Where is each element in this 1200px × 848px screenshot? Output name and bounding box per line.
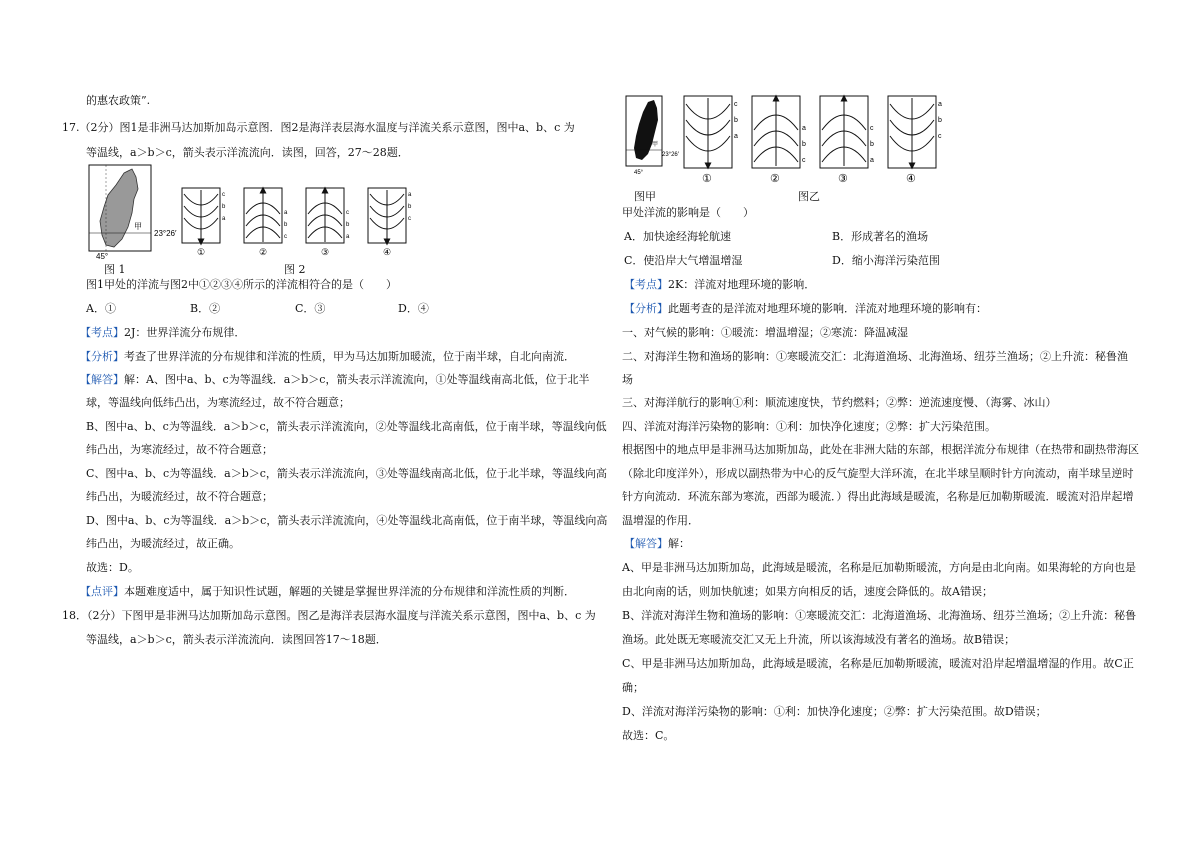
jieda-line: C、图中a、b、c为等温线．a＞b＞c，箭头表示洋流流向，③处等温线南高北低，位于北半球，等温线向高 xyxy=(86,467,607,480)
jieda-line: 故选：D。 xyxy=(86,561,139,574)
jieda-line: 球，等温线向低纬凸出，为寒流经过，故不符合题意； xyxy=(86,396,350,409)
diagram-4 xyxy=(368,188,412,257)
jieda-line: D、图中a、b、c为等温线．a＞b＞c，箭头表示洋流流向，④处等温线北高南低，位于南半球，等温线向高 xyxy=(86,514,608,527)
figure-yi-caption: 图乙 xyxy=(798,191,820,203)
jieda-row xyxy=(624,537,690,551)
option-b: B．② xyxy=(190,302,221,315)
diagram-number-1: ① xyxy=(702,173,712,185)
option-c: C．③ xyxy=(295,302,326,315)
option-a: A．① xyxy=(86,302,116,315)
diagram-number-4: ④ xyxy=(383,247,392,257)
svg-text:a: a xyxy=(734,133,738,140)
svg-text:b: b xyxy=(938,117,942,124)
figure1-caption: 图 1 xyxy=(104,263,126,276)
diagram-number-2: ② xyxy=(770,173,780,185)
jieda-line: 故选：C。 xyxy=(622,729,675,742)
carryover-line: 的惠农政策”. xyxy=(86,94,151,107)
svg-text:c: c xyxy=(284,234,287,240)
jieda-line: 确； xyxy=(622,681,644,694)
svg-text:b: b xyxy=(802,141,806,148)
svg-text:c: c xyxy=(408,216,411,222)
svg-text:b: b xyxy=(870,141,874,148)
option-d: D．缩小海洋污染范围 xyxy=(832,254,940,267)
kaodian-tag: 【考点】 xyxy=(624,278,668,291)
svg-text:a: a xyxy=(408,192,412,198)
kaodian-text: 2J：世界洋流分布规律． xyxy=(124,326,246,339)
svg-text:c: c xyxy=(870,125,874,132)
q17-stem-line1: 17.（2分）图1是非洲马达加斯加岛示意图．图2是海洋表层海水温度与洋流关系示意图，图中a、b、c 为 xyxy=(62,121,575,134)
fenxi-line: 温增湿的作用． xyxy=(622,514,699,527)
svg-text:c: c xyxy=(938,133,942,140)
jieda-line: C、甲是非洲马达加斯加岛，此海域是暖流，名称是厄加勒斯暖流，暖流对沿岸起增温增湿的作用。故C正 xyxy=(622,657,1134,670)
svg-text:b: b xyxy=(408,204,412,210)
svg-text:a: a xyxy=(222,216,226,222)
svg-text:b: b xyxy=(734,117,738,124)
svg-text:a: a xyxy=(870,157,874,164)
fenxi-line: 三、对海洋航行的影响①利：顺流速度快，节约燃料；②弊：逆流速度慢、（海雾、冰山） xyxy=(622,396,1057,409)
kaodian-row xyxy=(624,278,815,292)
option-b: B．形成著名的渔场 xyxy=(832,230,929,243)
jieda-row xyxy=(80,373,589,387)
svg-text:a: a xyxy=(938,101,942,108)
jieda-line: D、洋流对海洋污染物的影响：①利：加快净化速度；②弊：扩大污染范围。故D错误； xyxy=(622,705,1047,718)
fenxi-line: 场 xyxy=(622,373,633,386)
fenxi-line: 四、洋流对海洋污染物的影响：①利：加快净化速度；②弊：扩大污染范围。 xyxy=(622,420,996,433)
dianping-text: 本题难度适中，属于知识性试题，解题的关键是掌握世界洋流的分布规律和洋流性质的判断． xyxy=(124,585,575,598)
fenxi-line: （除北印度洋外），形成以副热带为中心的反气旋型大洋环流，在北半球呈顺时针方向流动，南半球呈逆时 xyxy=(622,467,1134,480)
map-label-jia: 甲 xyxy=(134,222,142,231)
map-label-lon: 45° xyxy=(96,252,109,261)
diagram-2 xyxy=(244,188,288,257)
diagram-number-1: ① xyxy=(197,247,206,257)
figure-yi-isotherm-diagrams xyxy=(682,94,1012,186)
svg-text:a: a xyxy=(284,210,288,216)
q18-question: 甲处洋流的影响是（ ） xyxy=(622,206,754,219)
fenxi-text: 考查了世界洋流的分布规律和洋流的性质，甲为马达加斯加暖流，位于南半球，自北向南流． xyxy=(124,350,575,363)
jieda-line: 渔场。此处既无寒暖流交汇又无上升流，所以该海域没有著名的渔场。故B错误； xyxy=(622,633,1016,646)
diagram-number-4: ④ xyxy=(906,173,916,185)
figure2-isotherm-diagrams xyxy=(180,186,420,258)
fenxi-line: 针方向流动．环流东部为寒流，西部为暖流．）得出此海域是暖流，名称是厄加勒斯暖流．暖流对沿岸起增 xyxy=(622,490,1134,503)
figure2-caption: 图 2 xyxy=(284,263,306,276)
fenxi-text: 此题考查的是洋流对地理环境的影响．洋流对地理环境的影响有： xyxy=(668,302,987,315)
diagram-number-3: ③ xyxy=(321,247,330,257)
q18-stem-line1: 18．（2分）下图甲是非洲马达加斯加岛示意图。图乙是海洋表层海水温度与洋流关系示意图，图中a、b、c 为 xyxy=(62,609,596,622)
jieda-line: 纬凸出，为暖流经过，故不符合题意； xyxy=(86,490,273,503)
jieda-tag: 【解答】 xyxy=(624,537,668,550)
figure1-madagascar-map xyxy=(86,163,186,263)
fenxi-row xyxy=(80,350,575,364)
fenxi-line: 一、对气候的影响：①暖流：增温增湿；②寒流：降温减湿 xyxy=(622,326,908,339)
fenxi-tag: 【分析】 xyxy=(80,350,124,363)
diagram-1 xyxy=(182,188,226,257)
diagram-2 xyxy=(752,96,806,185)
svg-text:b: b xyxy=(284,222,288,228)
svg-text:b: b xyxy=(346,222,350,228)
jieda-line: 纬凸出，为暖流经过，故正确。 xyxy=(86,537,240,550)
map-label-lon: 45° xyxy=(634,170,644,176)
jieda-line: 由北向南的话，则加快航速；如果方向相反的话，速度会降低的。故A错误； xyxy=(622,585,993,598)
diagram-number-2: ② xyxy=(259,247,268,257)
dianping-tag: 【点评】 xyxy=(80,585,124,598)
svg-text:c: c xyxy=(802,157,806,164)
diagram-3 xyxy=(820,96,874,185)
map-label-jia: 甲 xyxy=(652,142,659,148)
option-d: D．④ xyxy=(398,302,429,315)
jieda-line: 纬凸出，为寒流经过，故不符合题意； xyxy=(86,443,273,456)
fenxi-row xyxy=(624,302,987,316)
svg-text:c: c xyxy=(346,210,349,216)
jieda-line: B、图中a、b、c为等温线．a＞b＞c，箭头表示洋流流向，②处等温线北高南低，位于南半球，等温线向低 xyxy=(86,420,607,433)
fenxi-tag: 【分析】 xyxy=(624,302,668,315)
svg-text:a: a xyxy=(346,234,350,240)
diagram-3 xyxy=(306,188,350,257)
fenxi-line: 二、对海洋生物和渔场的影响：①寒暖流交汇：北海道渔场、北海渔场、纽芬兰渔场；②上升流：秘鲁渔 xyxy=(622,350,1128,363)
q18-stem-line2: 等温线，a＞b＞c，箭头表示洋流流向．读图回答17～18题． xyxy=(86,633,387,646)
option-a: A．加快途经海轮航速 xyxy=(624,230,731,243)
diagram-number-3: ③ xyxy=(838,173,848,185)
fenxi-line: 根据图中的地点甲是非洲马达加斯加岛，此处在非洲大陆的东部，根据洋流分布规律（在热带和副热带海区 xyxy=(622,443,1139,456)
kaodian-text: 2K：洋流对地理环境的影响． xyxy=(668,278,816,291)
kaodian-row xyxy=(80,326,245,340)
jieda-line: 解：A、图中a、b、c为等温线．a＞b＞c，箭头表示洋流流向，①处等温线南高北低，位于北半 xyxy=(124,373,590,386)
svg-text:b: b xyxy=(222,204,226,210)
diagram-1 xyxy=(684,96,738,185)
svg-text:c: c xyxy=(734,101,738,108)
dianping-row xyxy=(80,585,575,599)
jieda-line: A、甲是非洲马达加斯加岛，此海域是暖流，名称是厄加勒斯暖流，方向是由北向南。如果海轮的方向也是 xyxy=(622,561,1136,574)
jieda-line: B、洋流对海洋生物和渔场的影响：①寒暖流交汇：北海道渔场、北海渔场、纽芬兰渔场；②上升流：秘鲁 xyxy=(622,609,1137,622)
jieda-tag: 【解答】 xyxy=(80,373,124,386)
map-label-lat: 23°26′ xyxy=(662,152,679,158)
svg-text:c: c xyxy=(222,192,225,198)
kaodian-tag: 【考点】 xyxy=(80,326,124,339)
option-c: C．使沿岸大气增温增湿 xyxy=(624,254,743,267)
figure-jia-madagascar-map xyxy=(624,94,684,184)
diagram-4 xyxy=(888,96,942,185)
q17-question: 图1甲处的洋流与图2中①②③④所示的洋流相符合的是（ ） xyxy=(86,278,397,291)
svg-text:a: a xyxy=(802,125,806,132)
map-label-lat: 23°26′ xyxy=(154,229,177,238)
jieda-text: 解： xyxy=(668,537,690,550)
q17-stem-line2: 等温线，a＞b＞c，箭头表示洋流流向．读图，回答，27～28题． xyxy=(86,146,409,159)
figure-jia-caption: 图甲 xyxy=(634,191,656,203)
